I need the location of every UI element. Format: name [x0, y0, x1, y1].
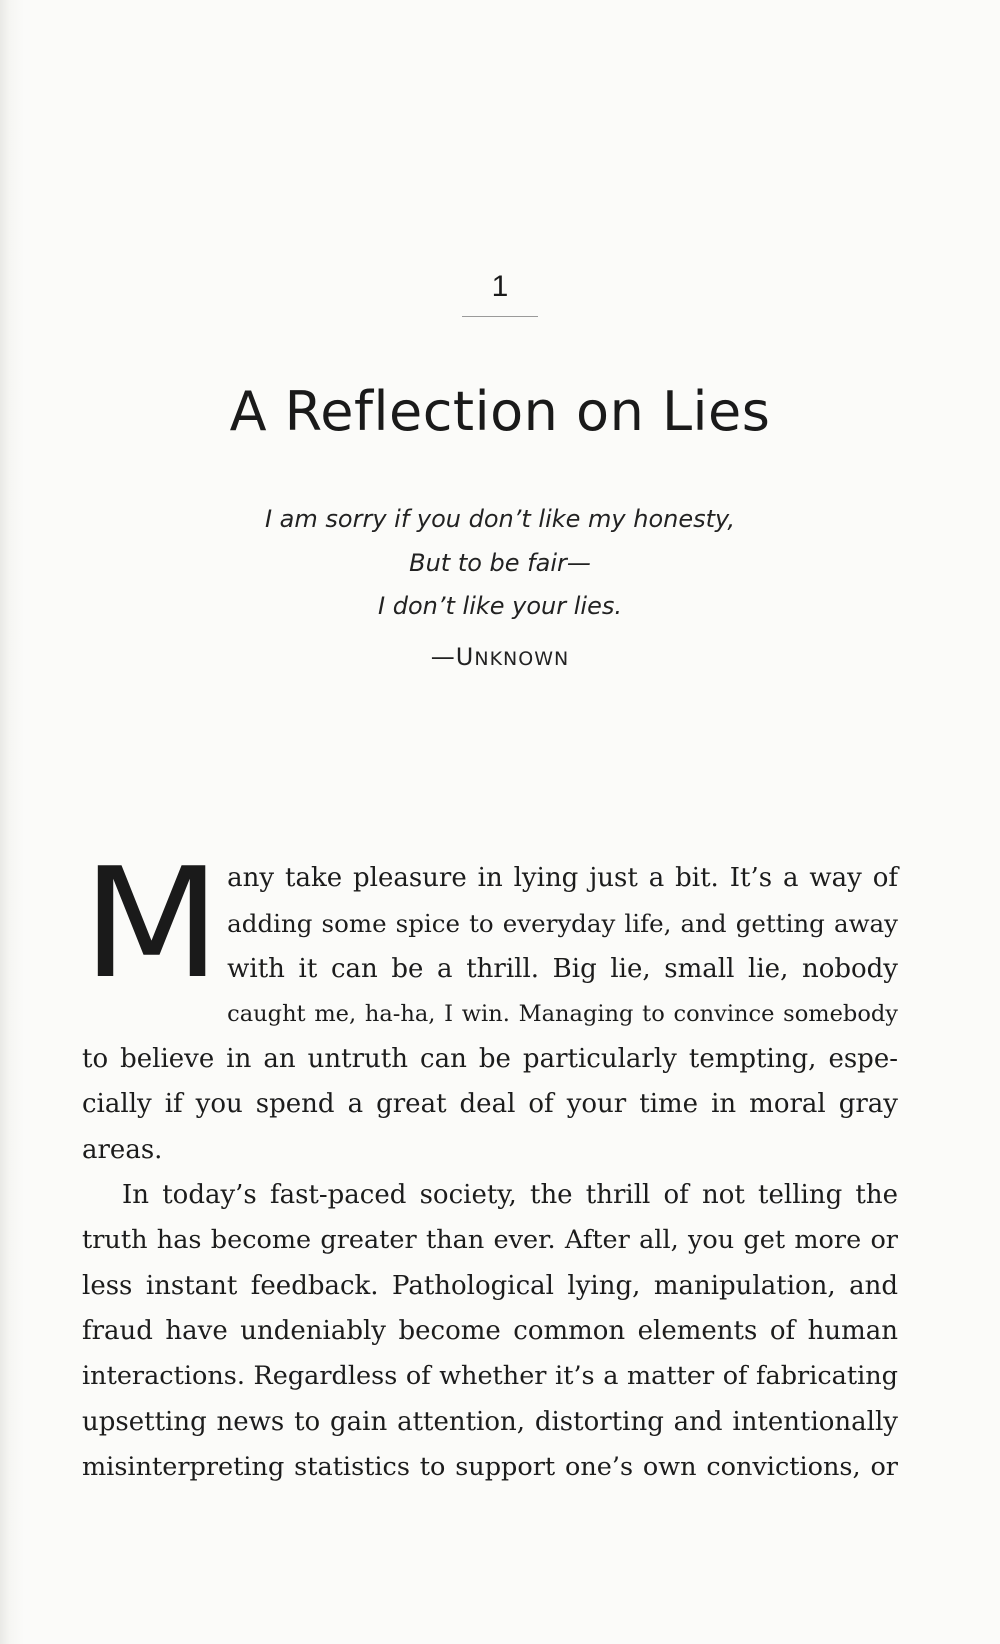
chapter-number-rule: [462, 316, 538, 317]
text-line: to believe in an untruth can be particularly tempting, espe-: [82, 1044, 898, 1075]
text-line: adding some spice to everyday life, and getting away: [227, 909, 898, 939]
text-line: less instant feedback. Pathological lying, manipulation, and: [82, 1270, 898, 1301]
text-line: misinterpreting statistics to support one’s own convictions, or: [82, 1451, 898, 1482]
epigraph-line: But to be fair—: [409, 548, 591, 577]
text-line: truth has become greater than ever. After all, you get more or: [82, 1225, 898, 1256]
text-line: with it can be a thrill. Big lie, small lie, nobody: [227, 953, 898, 984]
text-line: upsetting news to gain attention, distorting and intentionally: [82, 1406, 898, 1437]
attribution-initial: U: [455, 643, 475, 671]
text-line: fraud have undeniably become common elements of human: [82, 1315, 898, 1346]
attribution-rest: NKNOWN: [474, 648, 570, 670]
attribution-dash: —: [430, 643, 456, 671]
text-line: areas.: [82, 1134, 163, 1165]
epigraph-line: I don’t like your lies.: [378, 592, 622, 620]
paragraph-2: [82, 1173, 898, 1490]
text-line: interactions. Regardless of whether it’s a matter of fabricating: [82, 1361, 898, 1392]
paragraph-1: [82, 835, 898, 1173]
text-line: caught me, ha-ha, I win. Managing to convince somebody: [227, 1000, 898, 1027]
epigraph-attribution: [0, 642, 1000, 674]
body-text: [82, 835, 898, 1490]
text-line: any take pleasure in lying just a bit. It’s a way of: [227, 863, 898, 893]
epigraph: [0, 498, 1000, 629]
text-line: In today’s fast-paced society, the thrill of not telling the: [122, 1180, 898, 1211]
chapter-title: A Reflection on Lies: [229, 380, 771, 443]
drop-cap: M: [82, 835, 222, 1012]
text-line: cially if you spend a great deal of your time in moral gray: [82, 1089, 898, 1120]
epigraph-line: I am sorry if you don’t like my honesty,: [264, 505, 736, 533]
chapter-number: 1: [491, 270, 509, 303]
